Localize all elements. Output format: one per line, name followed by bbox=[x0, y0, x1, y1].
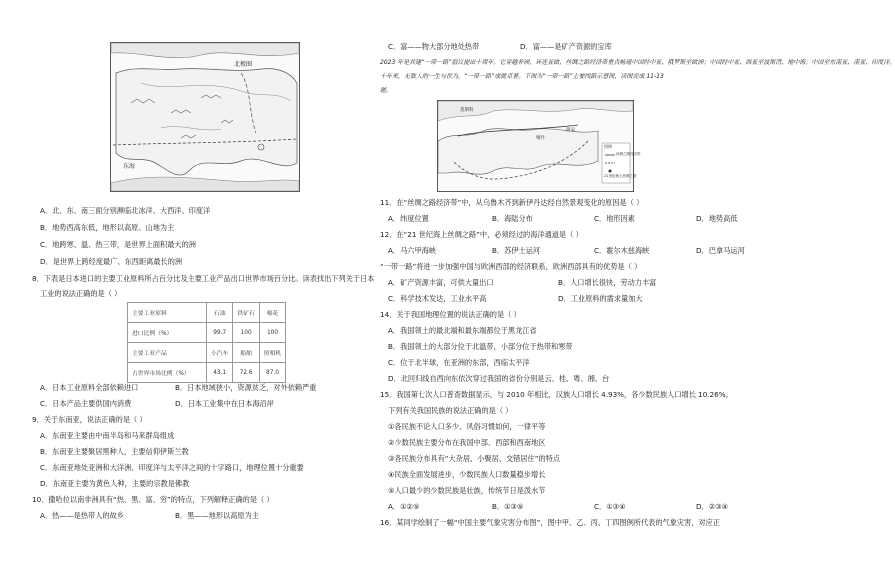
q13-option-a: A．矿产资源丰富，可供大量出口 bbox=[388, 278, 494, 287]
table-cell: 小汽车 bbox=[207, 343, 233, 363]
q15-statement-5: ⑤人口最少的少数民族是壮族，传统节日是泼水节 bbox=[388, 486, 546, 495]
q12-stem: 12．在“21 世纪海上丝绸之路”中，必须经过的海洋通道是（ ） bbox=[380, 230, 583, 239]
moscow-label: 莫斯科 bbox=[460, 108, 474, 113]
table-row bbox=[128, 303, 286, 323]
table-cell: 43.1 bbox=[207, 363, 233, 383]
q10-option-d: D．富——是矿产资源的宝库 bbox=[520, 42, 612, 51]
table-cell: 棉花 bbox=[259, 303, 285, 323]
table-cell: 进口比例（%） bbox=[128, 323, 207, 343]
q15-option-c: C．①③④ bbox=[594, 502, 626, 511]
xian-label: 西安 bbox=[566, 128, 575, 133]
table-row bbox=[128, 323, 286, 343]
q8-option-d: D．日本工业集中在日本海沿岸 bbox=[175, 399, 274, 408]
intro-line-3: 题。 bbox=[380, 87, 393, 94]
table-cell: 72.6 bbox=[233, 363, 259, 383]
table-row bbox=[128, 343, 286, 363]
east-sea-label: 东海 bbox=[123, 163, 136, 170]
q13-option-c: C．科学技术发达，工业水平高 bbox=[388, 294, 487, 303]
q7-option-c: C．地跨寒、温、热三带，是世界上面积最大的洲 bbox=[40, 240, 196, 249]
q14-option-a: A．我国领土的最北端和最东端都位于黑龙江省 bbox=[388, 326, 537, 335]
q15-statement-4: ④民族全面发展进步，少数民族人口数量稳步增长 bbox=[388, 470, 546, 479]
q10-option-b: B．黑——地形以高原为主 bbox=[175, 511, 259, 520]
q11-option-b: B．海陆分布 bbox=[492, 214, 533, 223]
q14-option-d: D．北回归线自西向东依次穿过我国的省份分别是云、桂、粤、湘、台 bbox=[388, 374, 610, 383]
q14-option-c: C．位于北半球，在亚洲的东部，西临太平洋 bbox=[388, 358, 530, 367]
q14-stem: 14．关于我国地理位置的说法正确的是（ ） bbox=[380, 310, 521, 319]
q8-stem-2: 工业的说法正确的是（ ） bbox=[40, 289, 122, 298]
legend-maritime: 21世纪海上丝绸之路 bbox=[604, 174, 637, 178]
table-cell: 99.7 bbox=[207, 323, 233, 343]
table-cell: 石油 bbox=[207, 303, 233, 323]
q14-option-b: B．我国领土的大部分位于北温带，小部分位于热带和寒带 bbox=[388, 342, 573, 351]
q13-option-d: D．工业原料的需求量加大 bbox=[558, 294, 643, 303]
q13-stem: “一带一路”将进一步加强中国与欧洲西部的经济联系，欧洲西部具有的优势是（ ） bbox=[380, 262, 642, 271]
q15-option-b: B．①③⑤ bbox=[492, 502, 524, 511]
japan-trade-table bbox=[127, 302, 286, 383]
q7-option-a: A．北、东、南三面分别濒临北冰洋、大西洋、印度洋 bbox=[40, 206, 211, 215]
q10-option-a: A．热——是热带人的故乡 bbox=[40, 511, 124, 520]
q12-option-b: B．苏伊士运河 bbox=[492, 246, 541, 255]
table-cell: 船舶 bbox=[233, 343, 259, 363]
q8-option-a: A．日本工业原料全部依赖进口 bbox=[40, 383, 139, 392]
legend-silk-road: 丝绸之路经济带 bbox=[616, 152, 641, 156]
asia-map bbox=[110, 42, 300, 192]
q15-statement-2: ②少数民族主要分布在我国中部、西部和西南地区 bbox=[388, 438, 546, 447]
q12-option-d: D．巴拿马运河 bbox=[696, 246, 745, 255]
q15-statement-1: ①各民族不论人口多少、风俗习惯如何，一律平等 bbox=[388, 422, 546, 431]
q11-stem: 11．在“丝绸之路经济带”中，从乌鲁木齐到新伊丹达经自然景观变化的原因是（ ） bbox=[380, 198, 644, 207]
table-cell: 主要工业产品 bbox=[128, 343, 207, 363]
arctic-circle-label: 北极圈 bbox=[234, 61, 253, 68]
q7-option-d: D．是世界上跨经度最广、东西距离最长的洲 bbox=[40, 257, 183, 266]
table-cell: 铁矿石 bbox=[233, 303, 259, 323]
q15-option-d: D．②③④ bbox=[696, 502, 729, 511]
q8-option-b: B．日本地域狭小，资源贫乏，对外依赖严重 bbox=[175, 383, 317, 392]
table-cell: 100 bbox=[259, 323, 285, 343]
asia-map-drawing bbox=[111, 43, 299, 191]
q11-option-a: A．纬度位置 bbox=[388, 214, 429, 223]
table-cell: 照相机 bbox=[259, 343, 285, 363]
q9-option-c: C．东南亚地处亚洲和大洋洲、印度洋与太平洋之间的十字路口，地理位置十分重要 bbox=[40, 463, 304, 472]
q9-stem: 9．关于东南亚，说法正确的是（ ） bbox=[32, 415, 147, 424]
q12-option-c: C．霍尔木兹海峡 bbox=[594, 246, 650, 255]
q15-option-a: A．①②⑤ bbox=[388, 502, 420, 511]
q12-option-a: A．马六甲海峡 bbox=[388, 246, 437, 255]
q10-option-c: C．富——物大部分地处热带 bbox=[388, 42, 480, 51]
table-cell: 87.0 bbox=[259, 363, 285, 383]
q9-option-a: A．东南亚主要由中南半岛和马来群岛组成 bbox=[40, 431, 175, 440]
q8-option-c: C．日本产品主要供国内消费 bbox=[40, 399, 132, 408]
intro-line-2: 十年来，无数人的一生与世为，“一带一路”成就卓著。下图为“一带一路”主要线路示意图，读图完成 11-13 bbox=[380, 73, 664, 80]
q11-option-d: D．地势高低 bbox=[696, 214, 738, 223]
q15-stem-1: 15．我国第七次人口普查数据显示，与 2010 年相比，汉族人口增长 4.93%，各少数民族人口增长 10.26%。 bbox=[380, 390, 733, 399]
table-cell: 100 bbox=[233, 323, 259, 343]
q8-stem-1: 8．下表是日本进口的主要工业原料所占百分比及主要工业产品出口世界市场百分比。读表找出下列关于日本 bbox=[32, 274, 375, 283]
q13-option-b: B．人口增长很快，劳动力丰富 bbox=[558, 278, 657, 287]
q9-option-b: B．东南亚主要聚居黑种人，主要信仰伊斯兰教 bbox=[40, 447, 189, 456]
q15-stem-2: 下列有关我国民族的说法正确的是（ ） bbox=[388, 406, 513, 415]
intro-line-1: 2023 年是共建“一带一路”倡议提出十周年。它穿越非洲，环连亚欧，丝绸之路经济带重点畅通中国经中亚、俄罗斯至欧洲；中国经中亚、西亚至波斯湾、地中海；中国至东南亚、南亚、印度洋。 bbox=[380, 59, 895, 66]
q16-stem: 16．某同学绘制了一幅“中国主要气象灾害分布图”，图中甲、乙、丙、丁四图例所代表的气象灾害，对应正 bbox=[380, 518, 721, 527]
legend-title: 图例 bbox=[604, 144, 612, 149]
belt-road-map bbox=[437, 100, 641, 192]
q9-option-d: D．东南亚主要为黄色人种，主要的宗教是佛教 bbox=[40, 479, 190, 488]
table-cell: 占世界市场比例（%） bbox=[128, 363, 207, 383]
kashgar-label: 喀什 bbox=[536, 136, 545, 141]
table-cell: 主要工业原料 bbox=[128, 303, 207, 323]
q11-option-c: C．地形因素 bbox=[594, 214, 635, 223]
q10-stem: 10．撒哈拉以南非洲具有“热、黑、富、穷”的特点，下列解释正确的是（ ） bbox=[32, 495, 274, 504]
q7-option-b: B．地势西高东低，地形以高原、山地为主 bbox=[40, 223, 175, 232]
table-row bbox=[128, 363, 286, 383]
q15-statement-3: ③各民族分布具有“大杂居、小聚居、交错居住”的特点 bbox=[388, 454, 561, 463]
